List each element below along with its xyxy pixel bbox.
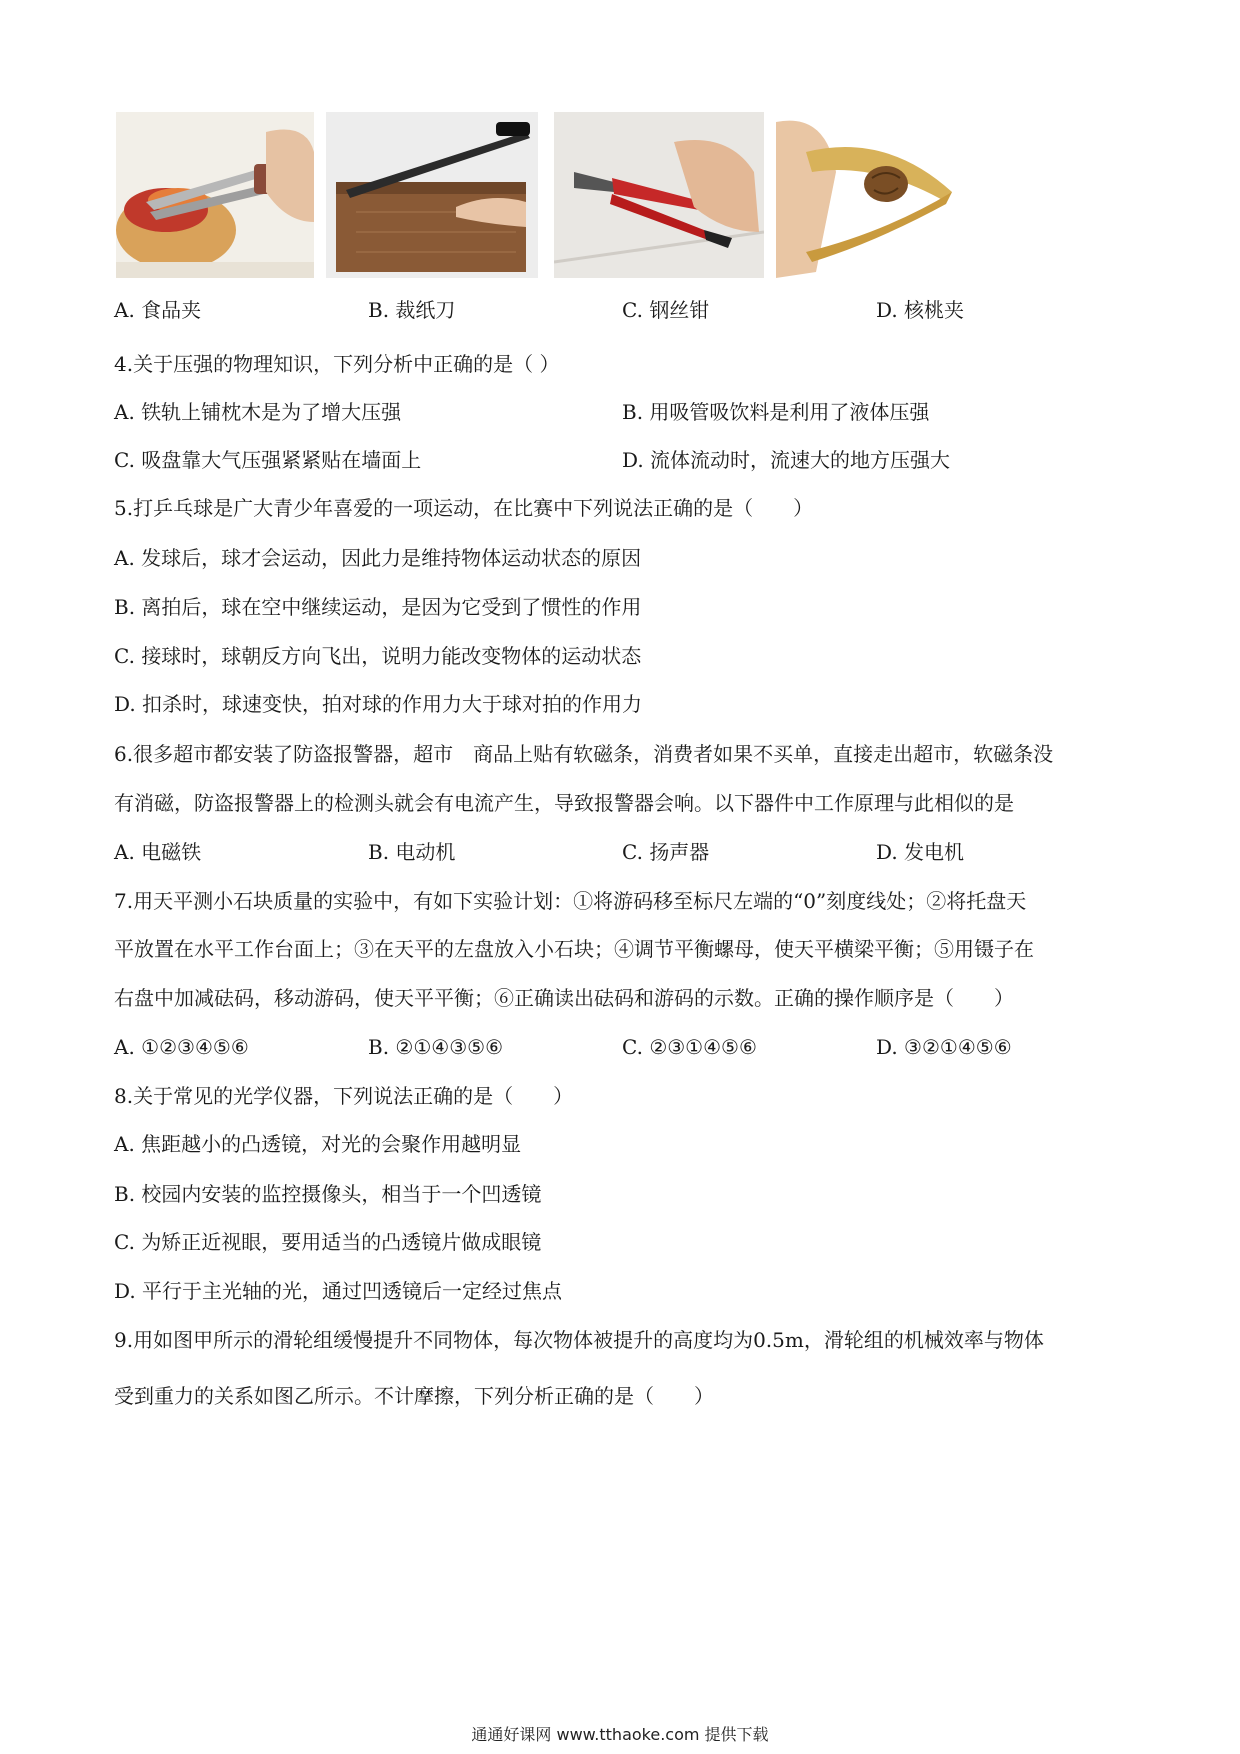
q5-stem: 5.打乒乓球是广大青少年喜爱的一项运动，在比赛中下列说法正确的是（ ） bbox=[114, 496, 814, 520]
q8-option-c: C. 为矫正近视眼，要用适当的凸透镜片做成眼镜 bbox=[114, 1230, 542, 1254]
paper-cutter-photo bbox=[326, 112, 538, 278]
q4-option-a: A. 铁轨上铺枕木是为了增大压强 bbox=[114, 400, 402, 424]
q5-option-a: A. 发球后，球才会运动，因此力是维持物体运动状态的原因 bbox=[114, 546, 642, 570]
q9-stem-line-1: 9.用如图甲所示的滑轮组缓慢提升不同物体，每次物体被提升的高度均为0.5m，滑轮组的机械效率与物体 bbox=[114, 1328, 1044, 1352]
q8-option-d: D. 平行于主光轴的光，通过凹透镜后一定经过焦点 bbox=[114, 1279, 563, 1303]
q6-option-b: B. 电动机 bbox=[368, 840, 456, 864]
q8-option-b: B. 校园内安装的监控摄像头，相当于一个凹透镜 bbox=[114, 1182, 542, 1206]
q7-stem-line-3: 右盘中加减砝码，移动游码，使天平平衡；⑥正确读出砝码和游码的示数。正确的操作顺序是（ ） bbox=[114, 986, 1014, 1010]
food-tongs-photo bbox=[116, 112, 314, 278]
q3-option-c: C. 钢丝钳 bbox=[622, 298, 710, 322]
page-footer: 通通好课网 www.tthaoke.com 提供下载 bbox=[471, 1725, 769, 1744]
q9-stem-line-2: 受到重力的关系如图乙所示。不计摩擦，下列分析正确的是（ ） bbox=[114, 1384, 714, 1408]
q6-stem-line-2: 有消磁，防盗报警器上的检测头就会有电流产生，导致报警器会响。以下器件中工作原理与此相似的是 bbox=[114, 791, 1014, 815]
q7-option-a: A. ①②③④⑤⑥ bbox=[114, 1035, 249, 1059]
q7-option-b: B. ②①④③⑤⑥ bbox=[368, 1035, 503, 1059]
q5-option-d: D. 扣杀时，球速变快，拍对球的作用力大于球对拍的作用力 bbox=[114, 692, 643, 716]
q4-stem: 4.关于压强的物理知识，下列分析中正确的是（ ） bbox=[114, 352, 560, 376]
q4-option-d: D. 流体流动时，流速大的地方压强大 bbox=[622, 448, 951, 472]
q6-option-a: A. 电磁铁 bbox=[114, 840, 202, 864]
q7-option-d: D. ③②①④⑤⑥ bbox=[876, 1035, 1012, 1059]
wire-pliers-photo bbox=[554, 112, 764, 278]
q3-option-d: D. 核桃夹 bbox=[876, 298, 965, 322]
q3-option-b: B. 裁纸刀 bbox=[368, 298, 456, 322]
nutcracker-photo bbox=[776, 112, 954, 278]
q6-option-d: D. 发电机 bbox=[876, 840, 965, 864]
q7-stem-line-1: 7.用天平测小石块质量的实验中，有如下实验计划：①将游码移至标尺左端的“0”刻度线处；②将托盘天 bbox=[114, 889, 1027, 913]
q4-option-b: B. 用吸管吸饮料是利用了液体压强 bbox=[622, 400, 930, 424]
q8-option-a: A. 焦距越小的凸透镜，对光的会聚作用越明显 bbox=[114, 1132, 522, 1156]
q7-option-c: C. ②③①④⑤⑥ bbox=[622, 1035, 757, 1059]
q4-option-c: C. 吸盘靠大气压强紧紧贴在墙面上 bbox=[114, 448, 422, 472]
q7-stem-line-2: 平放置在水平工作台面上；③在天平的左盘放入小石块；④调节平衡螺母，使天平横梁平衡；⑤用镊子在 bbox=[114, 937, 1034, 961]
q5-option-b: B. 离拍后，球在空中继续运动，是因为它受到了惯性的作用 bbox=[114, 595, 642, 619]
q6-stem-line-1: 6.很多超市都安装了防盗报警器，超市 商品上贴有软磁条，消费者如果不买单，直接走出超市，软磁条没 bbox=[114, 742, 1054, 766]
q5-option-c: C. 接球时，球朝反方向飞出，说明力能改变物体的运动状态 bbox=[114, 644, 642, 668]
q3-option-a: A. 食品夹 bbox=[114, 298, 202, 322]
q8-stem: 8.关于常见的光学仪器，下列说法正确的是（ ） bbox=[114, 1084, 574, 1108]
q6-option-c: C. 扬声器 bbox=[622, 840, 710, 864]
